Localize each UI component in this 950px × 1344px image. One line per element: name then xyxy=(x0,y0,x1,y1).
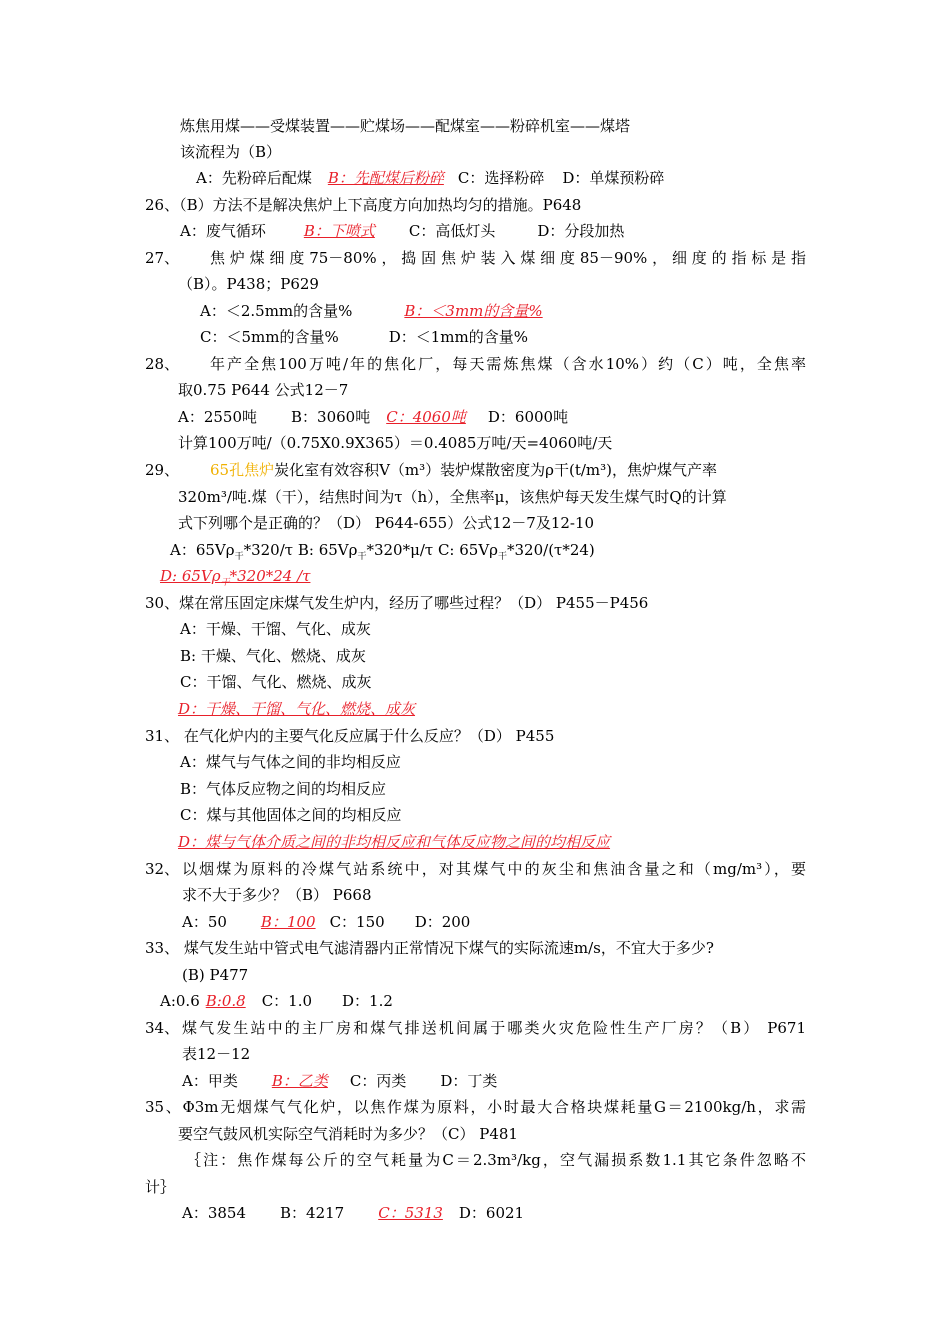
question-27: 焦炉煤细度75－80%，捣固焦炉装入煤细度85－90%，细度的指标是指 xyxy=(210,249,806,267)
option-d: D：分段加热 xyxy=(537,222,625,240)
option-c: C：选择粉碎 xyxy=(457,169,545,187)
option-a: A：＜2.5mm的含量% xyxy=(200,302,353,320)
option-b: B：4217 xyxy=(280,1204,345,1222)
answer-option: B:0.8 xyxy=(205,992,246,1010)
option-b: *320/τ B: 65Vρ xyxy=(243,541,358,559)
answer-option: B：＜3mm的含量% xyxy=(404,302,543,320)
question-29-text: 炭化室有效容积V（m³）装炉煤散密度为ρ干(t/m³)，焦炉煤气产率 xyxy=(274,461,718,479)
question-34-cont: 表12－12 xyxy=(182,1045,251,1063)
subscript: 干 xyxy=(498,552,508,562)
question-27-cont: （B）。P438；P629 xyxy=(178,275,319,293)
option-a: A：3854 xyxy=(182,1204,247,1222)
option-a: A：废气循环 xyxy=(180,222,266,240)
q31-option-a: A：煤气与气体之间的非均相反应 xyxy=(180,753,401,771)
q33-options xyxy=(160,991,393,1011)
option-d: D：200 xyxy=(414,913,471,931)
q30-answer: D：干燥、干馏、气化、燃烧、成灰 xyxy=(178,700,416,718)
answer-option: C：5313 xyxy=(378,1204,443,1222)
answer-text: D: 65Vρ xyxy=(160,567,221,585)
option-d: D：＜1mm的含量% xyxy=(388,328,529,346)
option-d: D：1.2 xyxy=(342,992,393,1010)
q27-options-row2 xyxy=(200,327,528,347)
question-33-cont: (B) P477 xyxy=(182,966,249,984)
option-c: C：＜5mm的含量% xyxy=(200,328,339,346)
flow-options xyxy=(196,168,664,188)
answer-option: B：乙类 xyxy=(271,1072,328,1090)
question-32-number: 32、 xyxy=(145,860,180,878)
option-a: A：50 xyxy=(182,913,227,931)
question-29 xyxy=(210,460,717,480)
q29-options xyxy=(170,540,595,560)
option-d: D：单煤预粉碎 xyxy=(562,169,665,187)
question-35-note: ｛注：焦作煤每公斤的空气耗量为C＝2.3m³/kg，空气漏损系数1.1其它条件忽略不 xyxy=(186,1151,806,1169)
option-a: A：2550吨 xyxy=(178,408,258,426)
q29-answer xyxy=(160,566,310,586)
question-26: 26、（B）方法不是解决焦炉上下高度方向加热均匀的措施。P648 xyxy=(145,196,582,214)
subscript: 干 xyxy=(234,552,244,562)
question-29-cont: 320m³/吨.煤（干），结焦时间为τ（h），全焦率μ，该焦炉每天发生煤气时Q的计算 xyxy=(178,488,727,506)
question-29-cont2: 式下列哪个是正确的？（D） P644-655）公式12－7及12-10 xyxy=(178,514,595,532)
question-35-cont: 要空气鼓风机实际空气消耗时为多少？（C） P481 xyxy=(178,1125,518,1143)
option-c: *320*μ/τ C: 65Vρ xyxy=(366,541,498,559)
question-28: 年产全焦100万吨/年的焦化厂，每天需炼焦煤（含水10%）约（C）吨，全焦率 xyxy=(210,355,806,373)
answer-option: B：100 xyxy=(260,913,316,931)
highlight-text: 65孔焦炉 xyxy=(210,461,275,479)
flow-line: 炼焦用煤——受煤装置——贮煤场——配煤室——粉碎机室——煤塔 xyxy=(180,117,631,135)
option-c-tail: *320/(τ*24) xyxy=(507,541,595,559)
option-c: C：丙类 xyxy=(349,1072,407,1090)
option-c: C：1.0 xyxy=(261,992,313,1010)
option-a: A：65Vρ xyxy=(170,541,235,559)
answer-option: C：4060吨 xyxy=(386,408,466,426)
option-a: A:0.6 xyxy=(160,992,200,1010)
q31-option-c: C：煤与其他固体之间的均相反应 xyxy=(180,806,402,824)
question-33: 33、 煤气发生站中管式电气滤清器内正常情况下煤气的实际流速m/s，不宜大于多少? xyxy=(145,939,714,957)
answer-option: B：先配煤后粉碎 xyxy=(327,169,444,187)
option-a: A：甲类 xyxy=(182,1072,238,1090)
question-27-number: 27、 xyxy=(145,249,180,267)
option-c: C：高低灯头 xyxy=(408,222,496,240)
question-34: 煤气发生站中的主厂房和煤气排送机间属于哪类火灾危险性生产厂房？（B） P671 xyxy=(182,1019,806,1037)
question-32: 以烟煤为原料的冷煤气站系统中，对其煤气中的灰尘和焦油含量之和（mg/m³），要 xyxy=(182,860,806,878)
answer-option xyxy=(160,567,311,588)
option-d: D：丁类 xyxy=(440,1072,498,1090)
question-30: 30、煤在常压固定床煤气发生炉内，经历了哪些过程？（D） P455－P456 xyxy=(145,594,649,612)
q30-option-c: C：干馏、气化、燃烧、成灰 xyxy=(180,673,372,691)
option-d: D：6021 xyxy=(458,1204,525,1222)
q31-option-b: B：气体反应物之间的均相反应 xyxy=(180,780,387,798)
question-32-cont: 求不大于多少？（B） P668 xyxy=(182,886,372,904)
q34-options xyxy=(182,1071,497,1091)
q30-option-b: B: 干燥、气化、燃烧、成灰 xyxy=(180,647,366,665)
q28-calculation: 计算100万吨/（0.75X0.9X365）＝0.4085万吨/天=4060吨/天 xyxy=(178,434,613,452)
flow-question: 该流程为（B） xyxy=(180,143,282,161)
answer-option: B：下喷式 xyxy=(303,222,375,240)
question-35: 35、Φ3m无烟煤气气化炉，以焦作煤为原料，小时最大合格块煤耗量G＝2100kg/h，求需 xyxy=(145,1098,806,1116)
q26-options xyxy=(180,221,624,241)
question-28-number: 28、 xyxy=(145,355,180,373)
q27-options-row1 xyxy=(200,301,543,321)
question-28-cont: 取0.75 P644 公式12－7 xyxy=(178,381,349,399)
option-a: A：先粉碎后配煤 xyxy=(196,169,312,187)
option-d: D：6000吨 xyxy=(487,408,569,426)
answer-text-tail: *320*24 /τ xyxy=(229,567,311,585)
q35-options xyxy=(182,1203,524,1223)
q31-answer: D：煤与气体介质之间的非均相反应和气体反应物之间的均相反应 xyxy=(178,833,611,851)
option-b: B：3060吨 xyxy=(291,408,371,426)
question-35-note-cont: 计｝ xyxy=(145,1178,176,1196)
option-c: C：150 xyxy=(329,913,385,931)
subscript: 干 xyxy=(220,578,230,588)
question-34-number: 34、 xyxy=(145,1019,180,1037)
question-31: 31、 在气化炉内的主要气化反应属于什么反应？（D） P455 xyxy=(145,727,555,745)
q28-options xyxy=(178,407,568,427)
subscript: 干 xyxy=(357,552,367,562)
q32-options xyxy=(182,912,470,932)
question-29-number: 29、 xyxy=(145,461,180,479)
q30-option-a: A：干燥、干馏、气化、成灰 xyxy=(180,620,371,638)
